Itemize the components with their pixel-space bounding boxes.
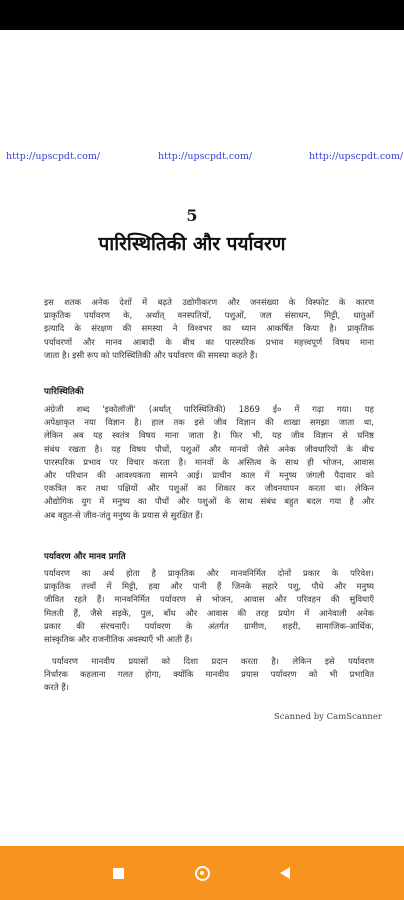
section-heading-ecology: पारिस्थितिकी [44,387,84,397]
triangle-back-icon [280,867,290,879]
text-line: मिलती हैं, जैसे सड़कें, पुल, बाँध और आवास की तरह प्रयोग में आनेवाली अनेक [44,607,374,618]
text-line: करते हैं। [44,682,69,693]
ecology-paragraph [44,403,374,522]
text-line: अंग्रेजी शब्द 'इकोलॉजी' (अर्थात् पारिस्थितिकी) 1869 ई० में गढ़ा गया। यह [44,404,374,414]
text-line: जाता है। इसी रूप को पारिस्थितिकी और पर्यावरण की समस्या कहते हैं। [44,349,258,360]
back-button[interactable] [255,846,315,900]
document-page [0,30,404,846]
text-line: एकत्रित कर तथा पक्षियों और पशुओं का शिकार कर जीवनयापन करता था। लेकिन [44,483,374,494]
text-line: जीवित रहते हैं। मानवनिर्मित पर्यावरण से भोजन, आवास और परिवहन की सुविधाएँ [44,594,374,605]
text-line: सांस्कृतिक और राजनीतिक अवस्थाएँ भी आती हैं। [44,634,193,645]
text-line: संबंध रखता है। यह विषय पौधों, पशुओं और मानवों जैसे अनेक जीवधारियों के बीच [44,443,374,454]
navigation-bar [0,846,404,900]
text-line: औद्योगिक युग में मनुष्य का पौधों और पशुओं के साथ संबंध बहुत बदल गया है और [44,496,374,507]
environment-paragraph-2 [44,655,374,695]
website-link-left[interactable]: http://upscpdt.com/ [6,151,101,162]
text-line: प्राकृतिक पर्यावरण के, अर्थात् वनस्पतियों, पशुओं, जल संसाधन, मिट्टी, धातुओं [44,310,374,321]
home-button[interactable] [172,846,232,900]
website-link-center[interactable]: http://upscpdt.com/ [158,151,253,162]
website-link-right[interactable]: http://upscpdt.com/ [309,151,404,162]
chapter-title: पारिस्थितिकी और पर्यावरण [98,233,286,255]
intro-paragraph [44,296,374,362]
section-heading-environment: पर्यावरण और मानव प्रगति [44,552,126,562]
text-line: पर्यावरण का अर्थ होता है प्राकृतिक और मानवनिर्मित दोनों प्रकार के परिवेश। [44,568,374,578]
text-line: लेकिन अब यह स्वतंत्र विषय माना जाता है। फिर भी, यह जीव विज्ञान से घनिष्ठ [44,430,374,441]
chapter-number: 5 [186,206,198,225]
text-line: पारस्परिक प्रभाव पर विचार करता है। मानवों के अस्तित्व के साथ ही भोजन, आवास [44,456,374,467]
text-line: अब बहुत-से जीव-जंतु मनुष्य के प्रयास से सुरक्षित हैं। [44,509,203,520]
text-line: पर्यावरणों और मानव आबादी के बीच का पारस्परिक प्रभाव महत्त्वपूर्ण विषय माना [44,336,374,347]
status-bar [0,0,404,30]
text-line: पर्यावरण मानवीय प्रयासों को दिशा प्रदान करता है। लेकिन इसे पर्यावरण [52,656,374,666]
square-icon [113,868,124,879]
environment-paragraph [44,567,374,646]
circle-icon [195,866,210,881]
text-line: और परिधान की आवश्यकता सामने आई। प्राचीन काल में मनुष्य जंगली पैदावार को [44,470,374,481]
text-line: निर्धारक कहलाना गलत होगा, क्योंकि मानवीय प्रयास पर्यावरण को भी प्रभावित [44,669,374,680]
text-line: इस शतक अनेक देशों में बढ़ते उद्योगीकरण और जनसंख्या के विस्फोट के कारण [44,297,374,307]
text-line: प्राकृतिक तत्त्वों में मिट्टी, हवा और पानी हैं जिनके सहारे पशु, पौधे और मनुष्य [44,581,374,592]
text-line: इत्यादि के संरक्षण की समस्या ने विश्वभर का ध्यान आकर्षित किया है। प्राकृतिक [44,323,374,334]
recent-apps-button[interactable] [88,846,148,900]
scanner-watermark: Scanned by CamScanner [273,712,382,722]
text-line: प्रकार की संरचनाएँ। पर्यावरण के अंतर्गत ग्रामीण, शहरी, सामाजिक-आर्थिक, [44,620,374,631]
text-line: अपेक्षाकृत नया विज्ञान है। हाल तक इसे जीव विज्ञान की शाखा समझा जाता था, [44,417,374,428]
